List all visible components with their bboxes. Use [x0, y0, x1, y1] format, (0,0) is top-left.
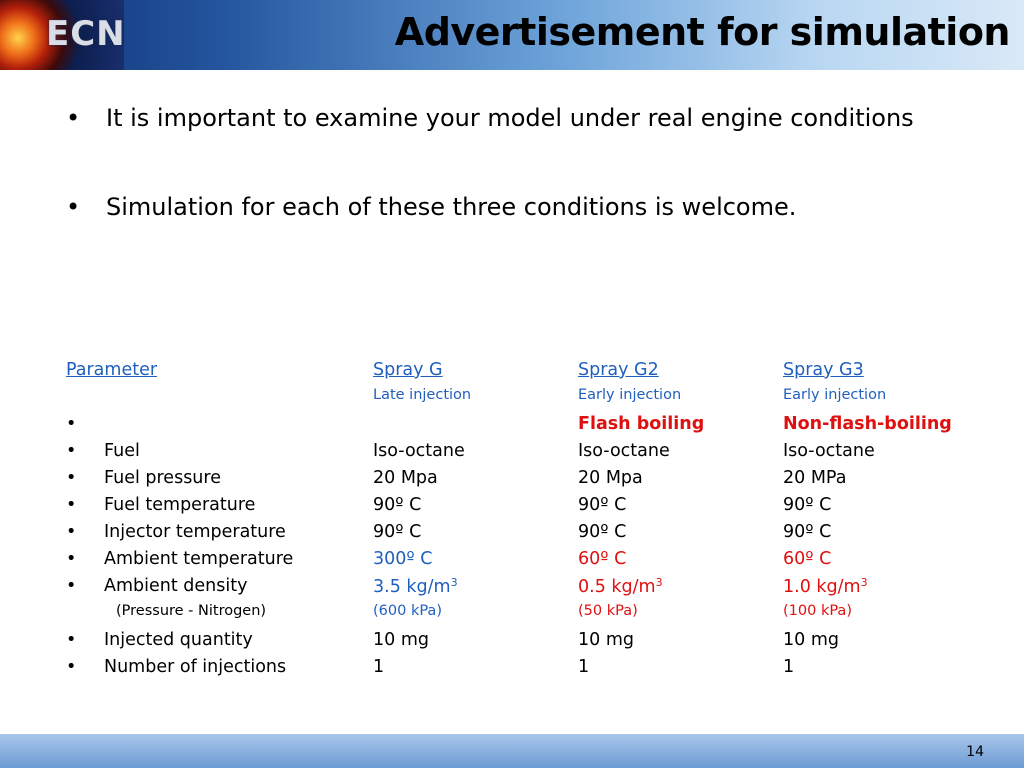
cell-spray-g: 300º C	[373, 549, 433, 569]
table-header-row	[66, 360, 986, 387]
cell-spray-g3: 1	[783, 657, 795, 677]
table-row	[66, 657, 986, 684]
injection-timing-g2: Early injection	[578, 387, 682, 403]
table-row	[66, 549, 986, 576]
cell-spray-g3: 10 mg	[783, 630, 839, 650]
bullet-item	[66, 189, 966, 226]
cell-spray-g3: (100 kPa)	[783, 603, 852, 619]
cell-spray-g2: 60º C	[578, 549, 627, 569]
table-row	[66, 576, 986, 603]
cell-spray-g2: Iso-octane	[578, 441, 670, 461]
cell-spray-g2: 20 Mpa	[578, 468, 643, 488]
slide-title: Advertisement for simulation	[394, 10, 1010, 54]
cell-spray-g: 10 mg	[373, 630, 429, 650]
row-label: Ambient temperature	[104, 549, 294, 569]
bullet-icon: •	[66, 576, 77, 596]
boiling-g3: Non-flash-boiling	[783, 414, 952, 434]
bullet-icon: •	[66, 495, 77, 515]
row-label: Fuel	[104, 441, 140, 461]
table-row	[66, 441, 986, 468]
cell-spray-g: 90º C	[373, 495, 422, 515]
bullet-icon: •	[66, 441, 77, 461]
bullet-icon: •	[66, 549, 77, 569]
row-label: Fuel temperature	[104, 495, 256, 515]
header-spray-g3-link[interactable]: Spray G3	[783, 360, 864, 380]
row-label: Injected quantity	[104, 630, 253, 650]
cell-spray-g: 90º C	[373, 522, 422, 542]
cell-spray-g: 1	[373, 657, 385, 677]
boiling-row	[66, 414, 986, 441]
table-row	[66, 522, 986, 549]
cell-spray-g: 3.5 $kg/m^3$	[373, 576, 458, 597]
table-row	[66, 468, 986, 495]
cell-spray-g: Iso-octane	[373, 441, 465, 461]
injection-timing-row	[66, 387, 986, 414]
header-parameter-link[interactable]: Parameter	[66, 360, 158, 380]
logo-text: ECN	[46, 14, 126, 54]
row-label: (Pressure - Nitrogen)	[116, 603, 267, 619]
header-spray-g-link[interactable]: Spray G	[373, 360, 443, 380]
row-label: Fuel pressure	[104, 468, 221, 488]
cell-spray-g2: 0.5 $kg/m^3$	[578, 576, 663, 597]
boiling-g2: Flash boiling	[578, 414, 705, 434]
cell-spray-g2: 90º C	[578, 522, 627, 542]
cell-spray-g3: 90º C	[783, 495, 832, 515]
conditions-table	[66, 360, 986, 684]
cell-spray-g: (600 kPa)	[373, 603, 442, 619]
bullet-icon: •	[66, 104, 81, 132]
cell-spray-g2: 10 mg	[578, 630, 634, 650]
bullet-icon: •	[66, 414, 77, 434]
cell-spray-g2: 90º C	[578, 495, 627, 515]
cell-spray-g3: 1.0 $kg/m^3$	[783, 576, 868, 597]
bullet-icon: •	[66, 657, 77, 677]
injection-timing-g3: Early injection	[783, 387, 887, 403]
cell-spray-g3: 60º C	[783, 549, 832, 569]
row-label: Number of injections	[104, 657, 287, 677]
bullet-icon: •	[66, 522, 77, 542]
row-label: Injector temperature	[104, 522, 286, 542]
bullet-text: It is important to examine your model under real engine conditions	[106, 104, 914, 132]
bullet-list	[66, 100, 966, 226]
header-banner	[0, 0, 1024, 70]
page-number: 14	[966, 744, 984, 760]
row-label: Ambient density	[104, 576, 248, 596]
bullet-item	[66, 100, 966, 137]
table-row	[66, 603, 986, 630]
table-row	[66, 630, 986, 657]
table-row	[66, 495, 986, 522]
bullet-text: Simulation for each of these three conditions is welcome.	[106, 193, 797, 221]
footer-bar	[0, 734, 1024, 768]
injection-timing-g: Late injection	[373, 387, 472, 403]
bullet-icon: •	[66, 630, 77, 650]
cell-spray-g3: Iso-octane	[783, 441, 875, 461]
ecn-logo	[0, 0, 124, 70]
cell-spray-g3: 20 MPa	[783, 468, 847, 488]
header-spray-g2-link[interactable]: Spray G2	[578, 360, 659, 380]
cell-spray-g: 20 Mpa	[373, 468, 438, 488]
cell-spray-g2: 1	[578, 657, 590, 677]
cell-spray-g3: 90º C	[783, 522, 832, 542]
bullet-icon: •	[66, 468, 77, 488]
bullet-icon: •	[66, 193, 81, 221]
cell-spray-g2: (50 kPa)	[578, 603, 638, 619]
